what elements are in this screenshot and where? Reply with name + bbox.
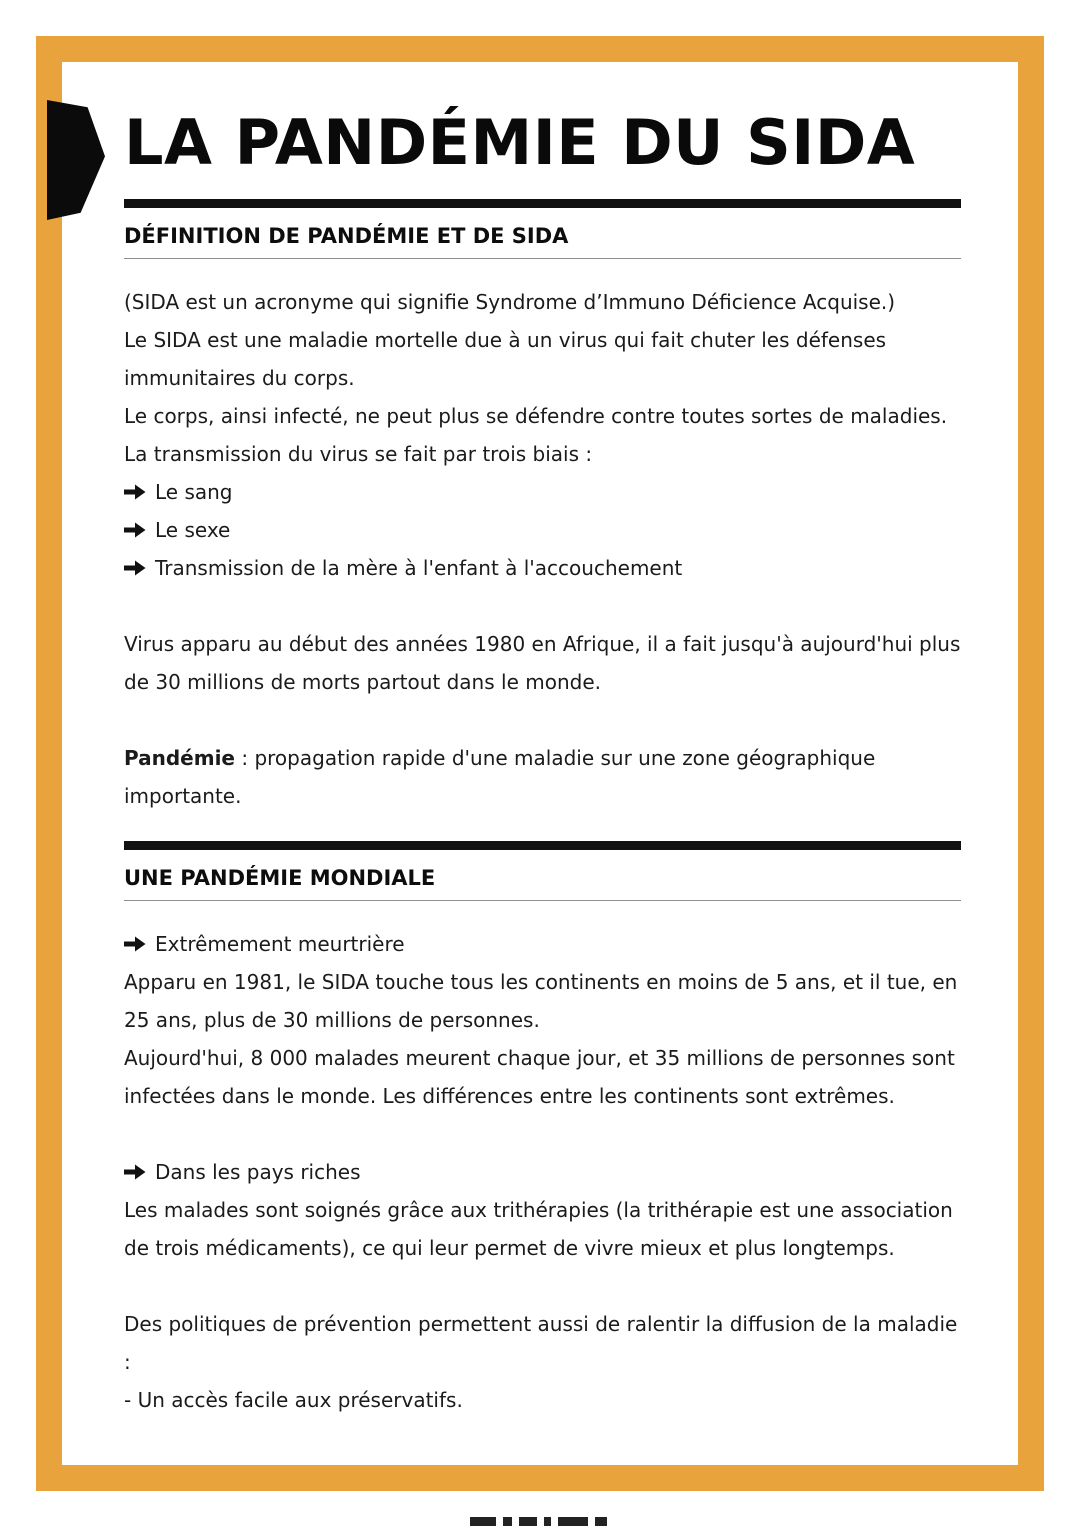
definition-term-paragraph: [124, 739, 961, 815]
paragraph: La transmission du virus se fait par trois biais :: [124, 442, 593, 467]
section-heading-definition: DÉFINITION DE PANDÉMIE ET DE SIDA: [124, 223, 961, 259]
arrow-list-item: [124, 473, 961, 511]
arrow-item-text: Transmission de la mère à l'enfant à l'accouchement: [155, 556, 683, 581]
term-text: : propagation rapide d'une maladie sur une zone géographique importante.: [124, 746, 876, 809]
arrow-list-item: [124, 549, 961, 587]
term-label: Pandémie: [124, 746, 235, 771]
paragraph: - Un accès facile aux préservatifs.: [124, 1388, 463, 1413]
arrow-icon: [124, 521, 146, 539]
paragraph: Le corps, ainsi infecté, ne peut plus se défendre contre toutes sortes de maladies.: [124, 404, 948, 429]
arrow-icon: [124, 559, 146, 577]
paragraph: Apparu en 1981, le SIDA touche tous les continents en moins de 5 ans, et il tue, en 25 ans, plus de 30 millions de personnes.: [124, 970, 958, 1033]
blank-line: [124, 1267, 961, 1305]
arrow-item-text: Extrêmement meurtrière: [155, 932, 405, 957]
section-divider: [124, 841, 961, 850]
arrow-item-text: Dans les pays riches: [155, 1160, 361, 1185]
paragraph: Aujourd'hui, 8 000 malades meurent chaque jour, et 35 millions de personnes sont infectées dans le monde. Les différences entre les continents sont extrêmes.: [124, 1046, 955, 1109]
arrow-icon: [124, 483, 146, 501]
arrow-list-item: [124, 511, 961, 549]
page-content: [62, 62, 1018, 1465]
blank-line: [124, 701, 961, 739]
arrow-list-item: [124, 1153, 961, 1191]
section-heading-mondiale: UNE PANDÉMIE MONDIALE: [124, 865, 961, 901]
paragraph: Des politiques de prévention permettent aussi de ralentir la diffusion de la maladie :: [124, 1312, 958, 1375]
page-frame: [36, 36, 1044, 1491]
section-body-mondiale: [124, 925, 961, 1419]
arrow-item-text: Le sexe: [155, 518, 231, 543]
paragraph: Les malades sont soignés grâce aux trithérapies (la trithérapie est une association de trois médicaments), ce qui leur permet de vivre mieux et plus longtemps.: [124, 1198, 953, 1261]
blank-line: [124, 1115, 961, 1153]
cutoff-text-fragment: [470, 1517, 607, 1526]
arrow-list-item: [124, 925, 961, 963]
paragraph: Le SIDA est une maladie mortelle due à un virus qui fait chuter les défenses immunitaires du corps.: [124, 328, 887, 391]
paragraph: (SIDA est un acronyme qui signifie Syndrome d’Immuno Déficience Acquise.): [124, 290, 896, 315]
section-body-definition: [124, 283, 961, 815]
section-mondiale: [124, 865, 961, 1419]
page-title: LA PANDÉMIE DU SIDA: [124, 106, 916, 179]
section-definition: [124, 223, 961, 815]
blank-line: [124, 587, 961, 625]
title-divider: [124, 199, 961, 208]
paragraph: Virus apparu au début des années 1980 en Afrique, il a fait jusqu'à aujourd'hui plus de 30 millions de morts partout dans le monde.: [124, 632, 961, 695]
arrow-item-text: Le sang: [155, 480, 233, 505]
arrow-icon: [124, 935, 146, 953]
arrow-icon: [124, 1163, 146, 1181]
